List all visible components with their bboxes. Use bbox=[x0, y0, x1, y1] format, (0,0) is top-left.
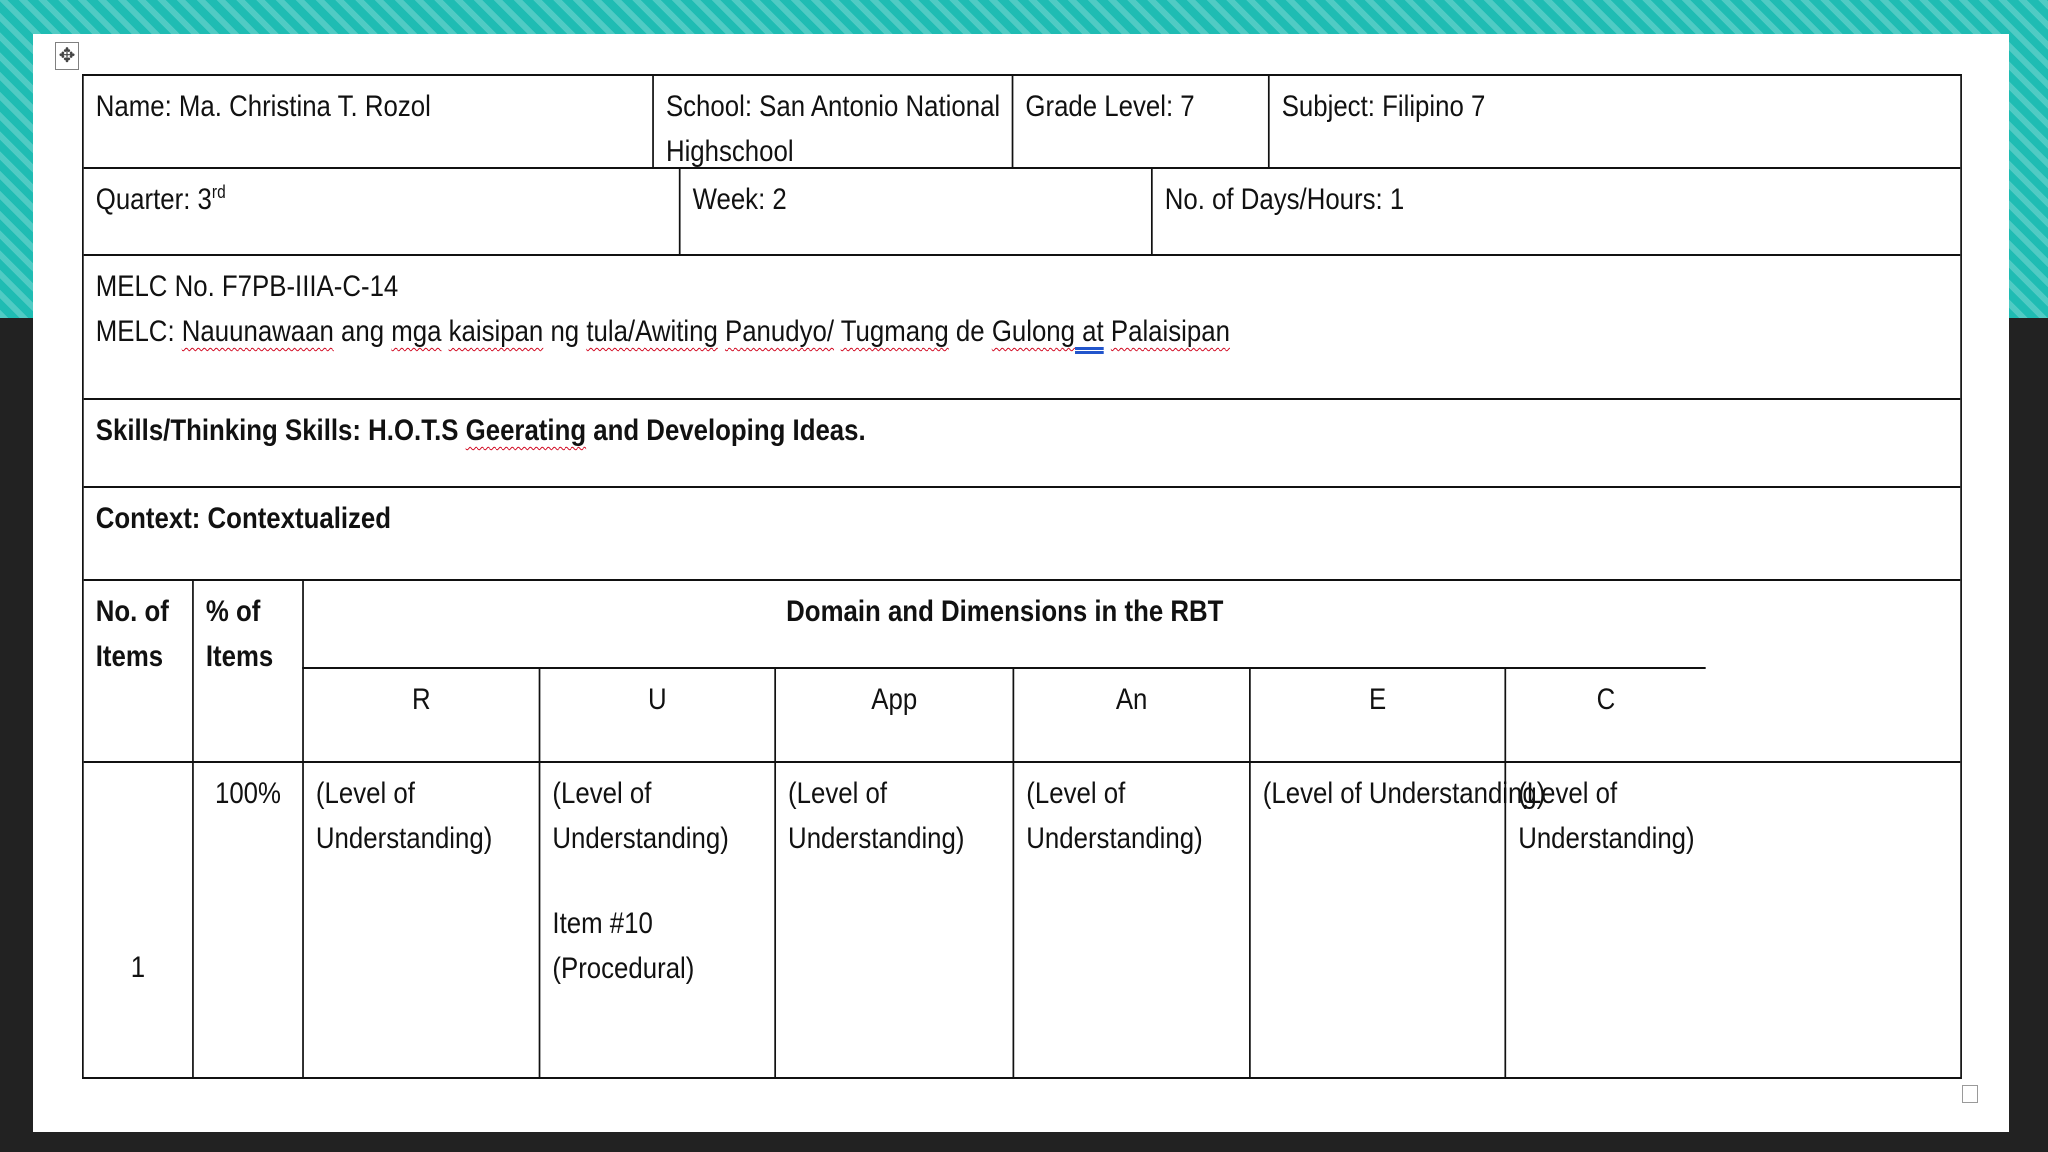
days-hours: No. of Days/Hours: 1 bbox=[1164, 183, 1405, 216]
lesson-table bbox=[82, 74, 1962, 1079]
melc-row bbox=[84, 256, 1961, 400]
grade-level: Grade Level: 7 bbox=[1025, 90, 1195, 123]
level-line-1: (Level of bbox=[552, 777, 652, 810]
an-cell[interactable] bbox=[1013, 763, 1250, 1077]
melc-word: de bbox=[955, 315, 985, 348]
no-of-items-line-1: No. of bbox=[95, 595, 169, 628]
rbt-header-row bbox=[84, 581, 1961, 763]
skills-misspelled-word: Geerating bbox=[465, 414, 587, 447]
week: Week: 2 bbox=[692, 183, 787, 216]
column-header-e[interactable]: E bbox=[1249, 669, 1504, 763]
melc-statement bbox=[96, 309, 1948, 354]
level-line-2: Understanding) bbox=[788, 822, 965, 855]
grade-level-cell[interactable] bbox=[1012, 76, 1268, 167]
level-full: (Level of Understanding) bbox=[1262, 777, 1546, 810]
schedule-row bbox=[84, 169, 1961, 256]
level-line-2: Understanding) bbox=[1026, 822, 1203, 855]
melc-word: at bbox=[1075, 315, 1104, 348]
level-line-2: Understanding) bbox=[552, 822, 729, 855]
melc-word: Gulong bbox=[991, 315, 1076, 348]
level-line-2: Understanding) bbox=[315, 822, 493, 855]
level-line-1: (Level of bbox=[1518, 777, 1618, 810]
school-cell[interactable] bbox=[652, 76, 1011, 167]
r-cell[interactable] bbox=[302, 763, 539, 1077]
domain-heading: Domain and Dimensions in the RBT bbox=[786, 595, 1224, 628]
table-move-handle-icon[interactable]: ✥ bbox=[55, 42, 79, 70]
app-cell[interactable] bbox=[774, 763, 1012, 1077]
no-of-items-value[interactable]: 1 bbox=[130, 951, 146, 984]
melc-word: tula/Awiting bbox=[586, 315, 718, 348]
u-cell[interactable] bbox=[539, 763, 775, 1077]
quarter-cell[interactable] bbox=[84, 169, 679, 254]
header-row bbox=[84, 76, 1961, 169]
no-of-items-line-2: Items bbox=[95, 640, 164, 673]
melc-number: MELC No. F7PB-IIIA-C-14 bbox=[95, 270, 399, 303]
column-header-app[interactable]: App bbox=[774, 669, 1012, 763]
percent-items-header[interactable] bbox=[192, 581, 302, 761]
teacher-name: Name: Ma. Christina T. Rozol bbox=[95, 90, 431, 123]
name-cell[interactable] bbox=[84, 76, 652, 167]
level-line-1: (Level of bbox=[788, 777, 888, 810]
melc-word: Palaisipan bbox=[1110, 315, 1230, 348]
context-cell[interactable] bbox=[84, 488, 1961, 579]
melc-word: mga bbox=[391, 315, 442, 348]
e-cell[interactable] bbox=[1249, 763, 1546, 1077]
level-line-1: (Level of bbox=[1026, 777, 1126, 810]
column-header-c[interactable]: C bbox=[1504, 669, 1705, 763]
column-header-an[interactable]: An bbox=[1013, 669, 1250, 763]
skills-prefix: Skills/Thinking Skills: H.O.T.S bbox=[95, 414, 459, 447]
melc-word: kaisipan bbox=[448, 315, 544, 348]
item-type: (Procedural) bbox=[552, 952, 695, 985]
skills-row bbox=[84, 400, 1961, 488]
melc-word: ang bbox=[341, 315, 385, 348]
column-header-u[interactable]: U bbox=[539, 669, 775, 763]
percent-items-line-1: % of bbox=[205, 595, 261, 628]
context-row bbox=[84, 488, 1961, 581]
percent-items-value[interactable]: 100% bbox=[192, 763, 302, 1077]
column-header-r[interactable]: R bbox=[302, 669, 539, 763]
week-cell[interactable] bbox=[679, 169, 1151, 254]
melc-label: MELC: bbox=[95, 315, 175, 348]
school-line-1: School: San Antonio National bbox=[665, 90, 1001, 123]
no-of-items-header[interactable] bbox=[84, 581, 192, 761]
quarter: Quarter: 3 bbox=[95, 183, 212, 216]
table-resize-handle-icon[interactable] bbox=[1962, 1085, 1978, 1103]
melc-word: Tugmang bbox=[840, 315, 949, 348]
percent-items-line-2: Items bbox=[205, 640, 274, 673]
melc-word: Panudyo/ bbox=[724, 315, 835, 348]
melc-cell[interactable] bbox=[84, 256, 1961, 398]
skills-suffix: and Developing Ideas. bbox=[593, 414, 866, 447]
quarter-superscript: rd bbox=[211, 182, 226, 202]
subject-cell[interactable] bbox=[1268, 76, 1706, 167]
level-line-1: (Level of bbox=[315, 777, 415, 810]
document-page bbox=[33, 34, 2009, 1132]
domain-heading-cell[interactable] bbox=[302, 581, 1706, 669]
melc-word: Nauunawaan bbox=[181, 315, 334, 348]
subject: Subject: Filipino 7 bbox=[1281, 90, 1486, 123]
item-number: Item #10 bbox=[552, 907, 653, 940]
skills-cell[interactable] bbox=[84, 400, 1961, 486]
data-row bbox=[84, 763, 1961, 1077]
context: Context: Contextualized bbox=[95, 502, 392, 535]
level-line-2: Understanding) bbox=[1518, 822, 1695, 855]
days-hours-cell[interactable] bbox=[1151, 169, 1706, 254]
c-cell[interactable] bbox=[1504, 763, 1705, 1077]
melc-word: ng bbox=[550, 315, 580, 348]
school-line-2: Highschool bbox=[665, 135, 794, 168]
